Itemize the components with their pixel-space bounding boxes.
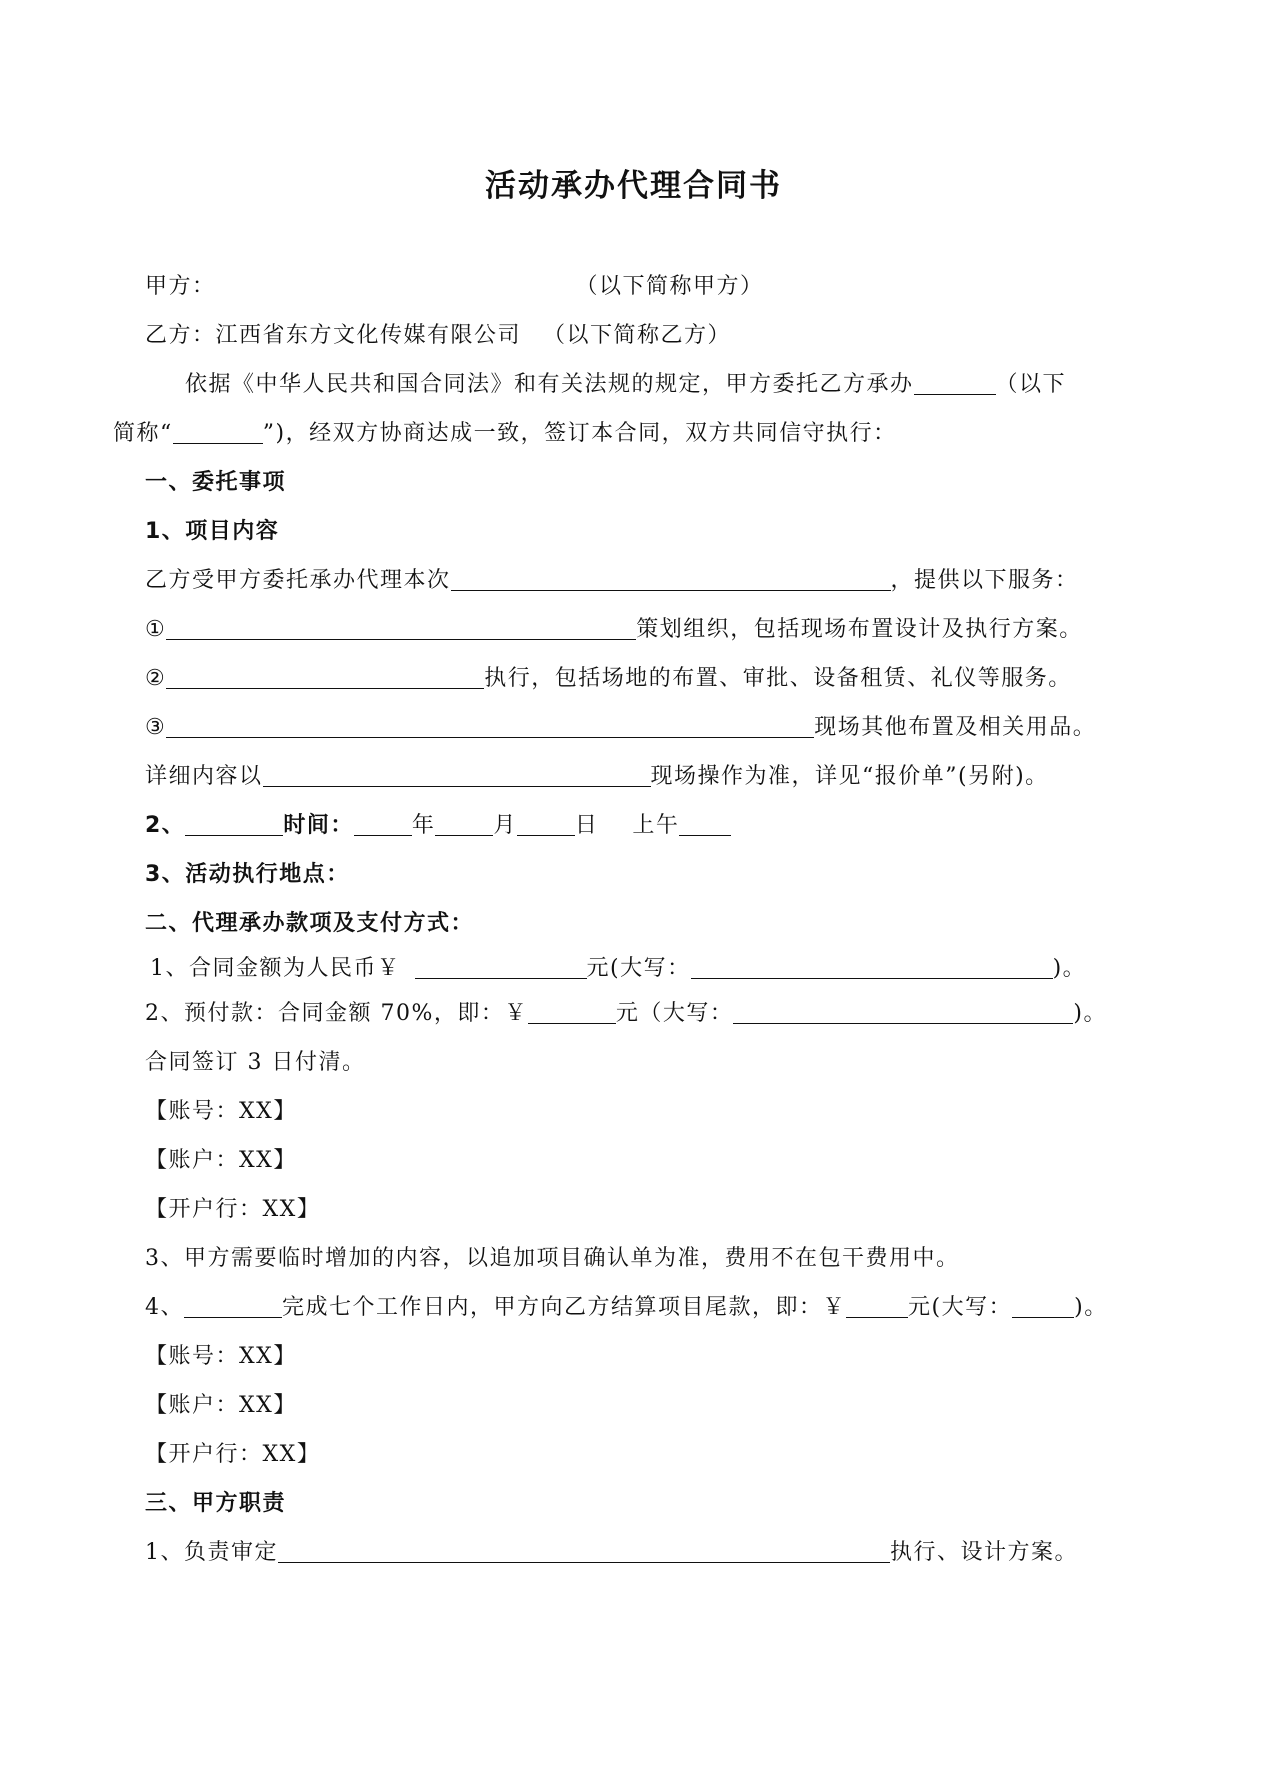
project-name-blank: [914, 372, 996, 395]
party-a-note: （以下简称甲方）: [575, 274, 764, 299]
day-label: 日: [574, 813, 599, 838]
service-1-text: 策划组织，包括现场布置设计及执行方案。: [636, 617, 1083, 642]
detail-line: [145, 762, 1049, 792]
month-label: 月: [493, 813, 517, 838]
duty-1-b: 执行、设计方案。: [890, 1540, 1079, 1565]
item-1-heading: 1、项目内容: [145, 519, 280, 544]
payment-2-a: 2、预付款：合同金额 70%，即：￥: [145, 1001, 528, 1026]
am-label: 上午: [632, 813, 680, 838]
service-1-blank: [166, 617, 636, 640]
payment-2-term: 合同签订 3 日付清。: [145, 1050, 366, 1075]
service-2-blank: [166, 666, 484, 689]
bank-2: 【开户行：XX】: [145, 1442, 321, 1467]
service-2-line: [145, 664, 1072, 694]
month-blank: [435, 813, 493, 836]
amount-words-blank: [691, 956, 1053, 979]
payment-1-a: 1、合同金额为人民币￥: [150, 956, 401, 981]
payment-4-a: 4、: [145, 1295, 184, 1320]
payment-3-line: 3、甲方需要临时增加的内容，以追加项目确认单为准，费用不在包干费用中。: [145, 1246, 960, 1271]
prepay-blank: [528, 1001, 616, 1024]
account-holder-2: 【账户：XX】: [145, 1393, 297, 1418]
item-3-heading: 3、活动执行地点：: [145, 862, 350, 887]
service-3-line: [145, 713, 1096, 743]
preamble-text-2b: ”)，经双方协商达成一致，签订本合同，双方共同信守执行：: [262, 421, 897, 446]
balance-blank: [846, 1295, 908, 1318]
service-2-text: 执行，包括场地的布置、审批、设备租赁、礼仪等服务。: [484, 666, 1072, 691]
service-2-mark: ②: [145, 666, 167, 691]
service-intro-b: ，提供以下服务：: [890, 568, 1079, 593]
party-b-label: 乙方：江西省东方文化传媒有限公司: [145, 323, 522, 348]
service-1-mark: ①: [145, 617, 167, 642]
payment-1-line: [150, 954, 1086, 984]
service-3-mark: ③: [145, 715, 167, 740]
document-title: 活动承办代理合同书: [485, 168, 782, 204]
account-number-1: 【账号：XX】: [145, 1099, 297, 1124]
bank-1: 【开户行：XX】: [145, 1197, 321, 1222]
event-blank: [451, 568, 891, 591]
time-line: [145, 811, 731, 841]
party-b-note: （以下简称乙方）: [543, 323, 732, 348]
short-name-blank: [173, 421, 263, 444]
service-1-line: [145, 615, 1083, 645]
detail-text-b: 现场操作为准，详见“报价单”(另附)。: [650, 764, 1049, 789]
preamble-line-1: [185, 370, 1066, 400]
account-number-2: 【账号：XX】: [145, 1344, 297, 1369]
payment-1-c: )。: [1052, 956, 1087, 981]
detail-blank: [263, 764, 651, 787]
time-label: 时间：: [283, 813, 354, 838]
section-2-heading: 二、代理承办款项及支付方式：: [145, 911, 475, 936]
payment-4-c: 元(大写：: [908, 1295, 1013, 1320]
preamble-text-2a: 简称“: [113, 421, 173, 446]
payment-4-line: [145, 1293, 1108, 1323]
payment-2-c: )。: [1073, 1001, 1107, 1026]
service-3-text: 现场其他布置及相关用品。: [814, 715, 1097, 740]
year-blank: [354, 813, 412, 836]
service-intro-line: [145, 566, 1079, 596]
service-3-blank: [166, 715, 814, 738]
payment-1-b: 元(大写：: [586, 956, 691, 981]
preamble-text-1b: （以下: [995, 372, 1067, 397]
payment-4-d: )。: [1074, 1295, 1108, 1320]
preamble-line-2: [113, 419, 897, 449]
balance-words-blank: [1012, 1295, 1074, 1318]
payment-2-b: 元（大写：: [615, 1001, 734, 1026]
detail-text-a: 详细内容以: [145, 764, 263, 789]
duty-1-blank: [278, 1540, 890, 1563]
section-1-heading: 一、委托事项: [145, 470, 287, 495]
party-a-line: [145, 272, 764, 302]
service-intro-a: 乙方受甲方委托承办代理本次: [145, 568, 451, 593]
item-2-number: 2、: [145, 813, 186, 838]
amount-blank: [415, 956, 587, 979]
prepay-words-blank: [733, 1001, 1073, 1024]
account-holder-1: 【账户：XX】: [145, 1148, 297, 1173]
duty-1-a: 1、负责审定: [145, 1540, 278, 1565]
preamble-text-1a: 依据《中华人民共和国合同法》和有关法规的规定，甲方委托乙方承办: [185, 372, 914, 397]
payment-4-b: 完成七个工作日内，甲方向乙方结算项目尾款，即：￥: [282, 1295, 847, 1320]
event-type-blank: [185, 813, 283, 836]
day-blank: [517, 813, 575, 836]
section-3-heading: 三、甲方职责: [145, 1491, 287, 1516]
duty-1-line: [145, 1538, 1078, 1568]
year-label: 年: [411, 813, 436, 838]
party-b-line: [145, 321, 731, 351]
completion-blank: [184, 1295, 282, 1318]
payment-2-line: [145, 999, 1107, 1029]
hour-blank: [679, 813, 731, 836]
party-a-label: 甲方：: [145, 274, 216, 299]
